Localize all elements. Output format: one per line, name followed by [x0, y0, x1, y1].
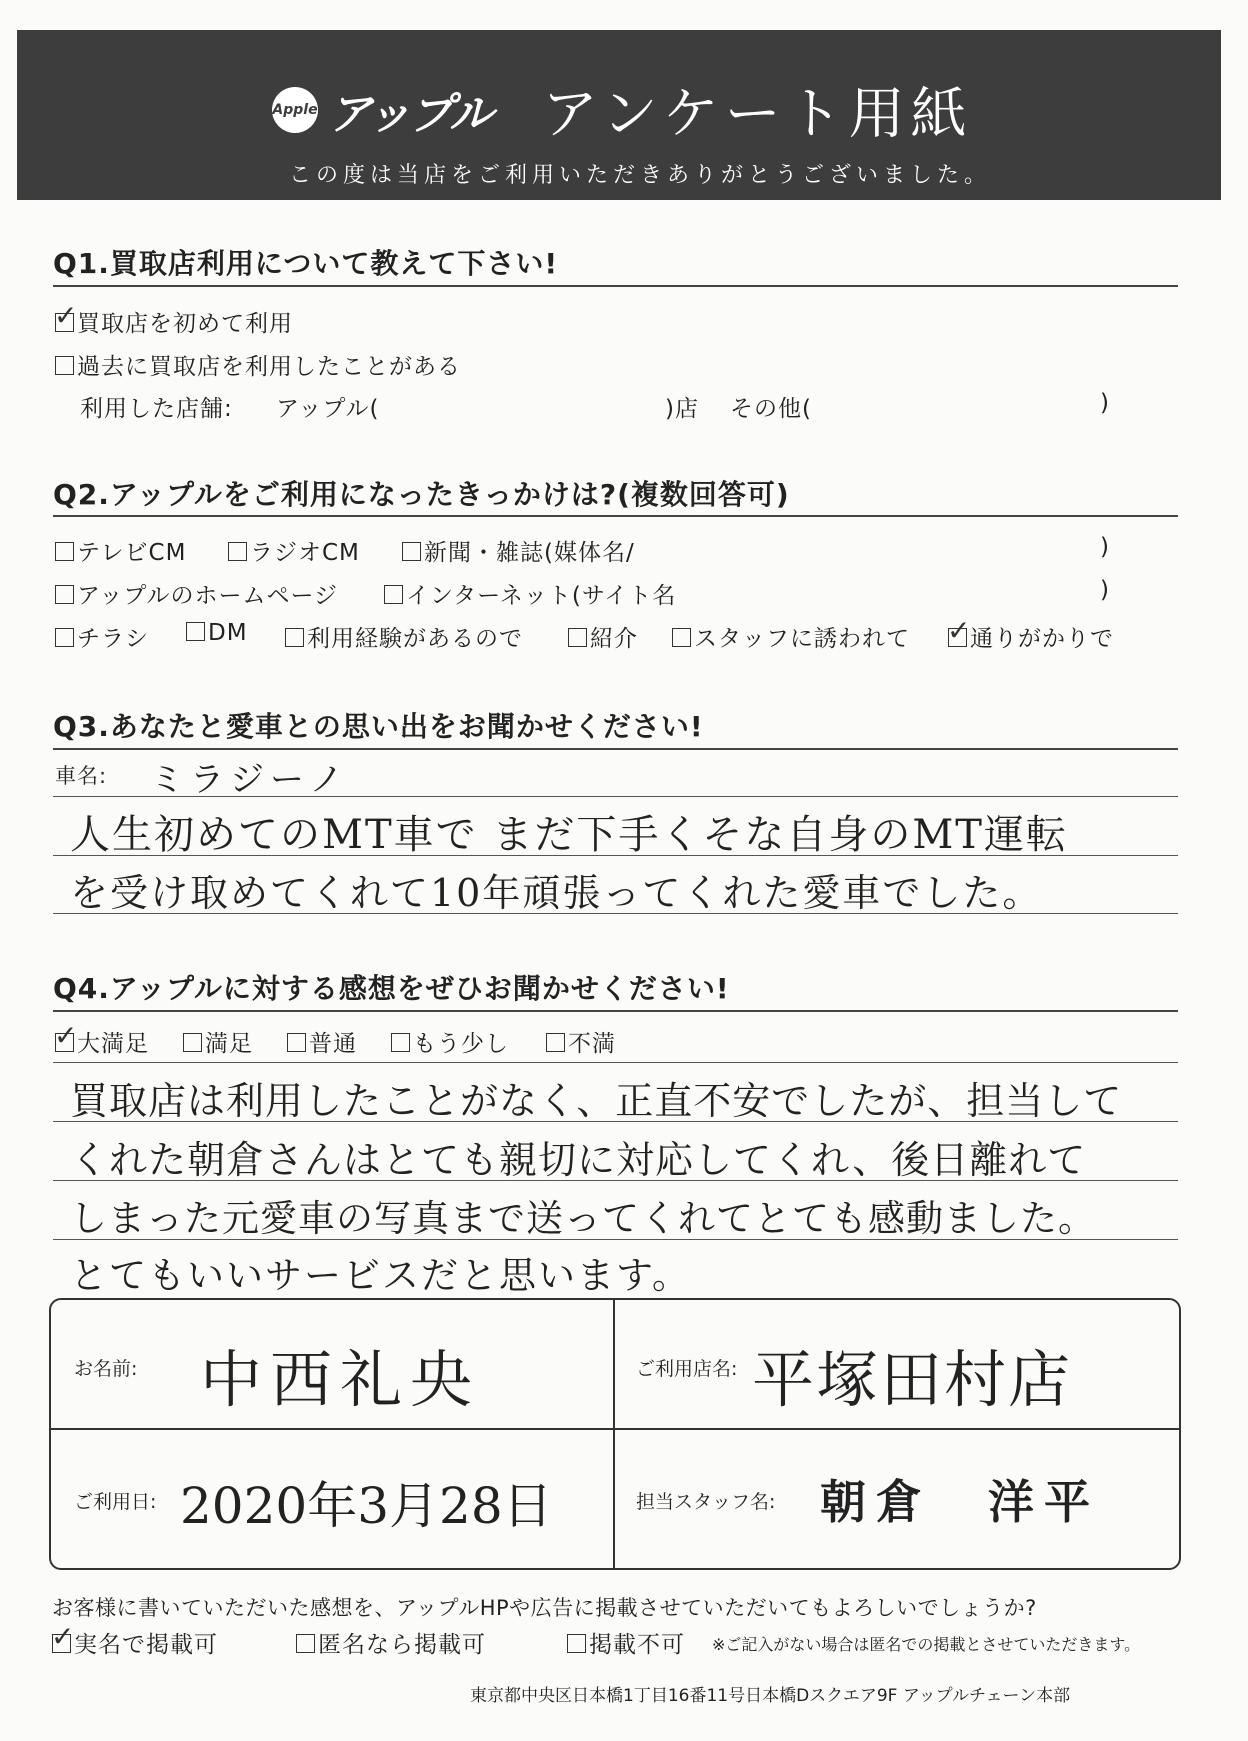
q1-option-first-time[interactable]: ✓ 買取店を初めて利用	[54, 299, 293, 337]
q2-option-experience[interactable]: 利用経験があるので	[285, 620, 523, 653]
staff-value: 朝倉 洋平	[820, 1475, 1100, 1529]
q3-line-3	[53, 913, 1178, 914]
info-box-divider-vertical	[613, 1298, 615, 1570]
q2-option-passing[interactable]: ✓ 通りがかりで	[947, 614, 1114, 652]
q4-line-4	[53, 1239, 1178, 1240]
store-label: ご利用店名:	[636, 1358, 738, 1380]
checkbox[interactable]	[546, 1033, 565, 1052]
check-mark-icon: ✓	[51, 1620, 76, 1653]
q4-option-normal[interactable]: 普通	[287, 1025, 357, 1058]
apple-logo-icon: Apple	[272, 87, 318, 133]
q1-store-label: 利用した店舗:	[80, 396, 233, 422]
date-value: 2020年3月28日	[180, 1477, 553, 1535]
q2-option-radio[interactable]: ラジオCM	[228, 534, 360, 567]
q2-option-tv[interactable]: テレビCM	[55, 534, 186, 567]
q2-option-flyer[interactable]: チラシ	[55, 620, 149, 653]
q2-option-internet[interactable]: インターネット(サイト名	[384, 577, 676, 610]
consent-question: お客様に書いていただいた感想を、アップルHPや広告に掲載させていただいてもよろしいでしょうか?	[52, 1596, 1037, 1620]
form-subtitle: この度は当店をご利用いただきありがとうございました。	[289, 163, 992, 188]
q3-answer-line-1: 人生初めてのMT車で まだ下手くそな自身のMT運転	[70, 812, 1068, 858]
q4-line-3	[53, 1180, 1178, 1181]
q4-option-little-more[interactable]: もう少し	[391, 1025, 509, 1058]
apple-logo	[272, 78, 491, 142]
form-title: アンケート用紙	[542, 82, 973, 147]
q1-other-label: その他(	[730, 396, 812, 422]
checkbox[interactable]	[183, 1033, 202, 1052]
date-label: ご利用日:	[74, 1491, 157, 1513]
q4-answer-line-2: くれた朝倉さんはとても親切に対応してくれ、後日離れて	[70, 1138, 1087, 1182]
q2-title: Q2.アップルをご利用になったきっかけは?(複数回答可)	[53, 478, 790, 511]
q3-car-name: ミラジーノ	[150, 760, 350, 800]
checkbox[interactable]	[55, 356, 74, 375]
checkbox[interactable]	[186, 622, 205, 641]
q1-rule	[53, 285, 1178, 287]
q3-answer-line-2: を受け取めてくれて10年頑張ってくれた愛車でした。	[70, 871, 1043, 915]
checkbox[interactable]	[55, 585, 74, 604]
checkbox[interactable]	[672, 628, 691, 647]
q4-option-dissatisfied[interactable]: 不満	[546, 1025, 616, 1058]
q2-news-close: )	[1100, 534, 1110, 560]
q2-option-dm[interactable]: DM	[186, 620, 248, 646]
q1-title: Q1.買取店利用について教えて下さい!	[53, 247, 559, 280]
name-value: 中西礼央	[200, 1343, 481, 1416]
consent-option-anonymous[interactable]: 匿名なら掲載可	[296, 1626, 486, 1659]
q4-option-very-satisfied[interactable]: ✓ 大満足	[54, 1019, 149, 1057]
q1-apple-label: アップル(	[276, 396, 380, 422]
q4-answer-line-1: 買取店は利用したことがなく、正直不安でしたが、担当して	[70, 1079, 1123, 1123]
checkbox[interactable]	[228, 542, 247, 561]
q3-line-2	[53, 855, 1178, 856]
name-label: お名前:	[74, 1358, 138, 1380]
checkbox[interactable]	[55, 628, 74, 647]
q4-answer-line-3: しまった元愛車の写真まで送ってくれてとても感動ました。	[70, 1197, 1096, 1240]
q2-internet-close: )	[1100, 577, 1110, 603]
logo-text: アップル	[328, 89, 492, 140]
q2-rule	[53, 515, 1178, 517]
q1-store-suffix: )店	[665, 396, 699, 422]
checkbox-checked[interactable]	[54, 1019, 79, 1052]
footer-address: 東京都中央区日本橋1丁目16番11号日本橋Dスクエア9F アップルチェーン本部	[470, 1686, 1071, 1706]
checkbox[interactable]	[55, 542, 74, 561]
header-banner	[17, 30, 1221, 200]
q4-title: Q4.アップルに対する感想をぜひお聞かせください!	[53, 972, 730, 1005]
checkbox[interactable]	[391, 1033, 410, 1052]
q4-answer-line-4: とてもいいサービスだと思います。	[70, 1254, 692, 1297]
consent-note: ※ご記入がない場合は匿名での掲載とさせていただきます。	[712, 1635, 1141, 1654]
checkbox[interactable]	[384, 585, 403, 604]
q3-title: Q3.あなたと愛車との思い出をお聞かせください!	[53, 710, 704, 743]
q4-option-satisfied[interactable]: 満足	[183, 1025, 253, 1058]
checkbox-checked[interactable]	[54, 299, 79, 332]
q4-rule	[53, 1010, 1178, 1012]
q4-line-2	[53, 1121, 1178, 1122]
checkbox-checked[interactable]	[947, 614, 972, 647]
q2-option-homepage[interactable]: アップルのホームページ	[55, 577, 338, 610]
q4-line-1	[53, 1062, 1178, 1063]
q1-option-used-before[interactable]: 過去に買取店を利用したことがある	[55, 348, 461, 381]
check-mark-icon: ✓	[947, 614, 972, 647]
q2-option-staff[interactable]: スタッフに誘われて	[672, 620, 910, 653]
q1-other-close: )	[1100, 390, 1110, 416]
q3-rule	[53, 748, 1178, 750]
checkbox[interactable]	[287, 1033, 306, 1052]
checkbox[interactable]	[402, 542, 421, 561]
q3-line-1	[53, 796, 1178, 797]
info-box-divider-horizontal	[49, 1428, 1180, 1430]
q2-option-newspaper[interactable]: 新聞・雑誌(媒体名/	[402, 534, 635, 567]
consent-option-no[interactable]: 掲載不可	[567, 1626, 685, 1659]
check-mark-icon: ✓	[54, 299, 79, 332]
checkbox[interactable]	[567, 1634, 586, 1653]
checkbox[interactable]	[296, 1634, 315, 1653]
staff-label: 担当スタッフ名:	[636, 1491, 776, 1513]
store-value: 平塚田村店	[752, 1343, 1073, 1416]
consent-option-real-name[interactable]: ✓ 実名で掲載可	[51, 1620, 218, 1658]
check-mark-icon: ✓	[54, 1019, 79, 1052]
q3-car-label: 車名:	[55, 764, 108, 788]
checkbox-checked[interactable]	[51, 1620, 76, 1653]
checkbox[interactable]	[568, 628, 587, 647]
q2-option-referral[interactable]: 紹介	[568, 620, 638, 653]
checkbox[interactable]	[285, 628, 304, 647]
